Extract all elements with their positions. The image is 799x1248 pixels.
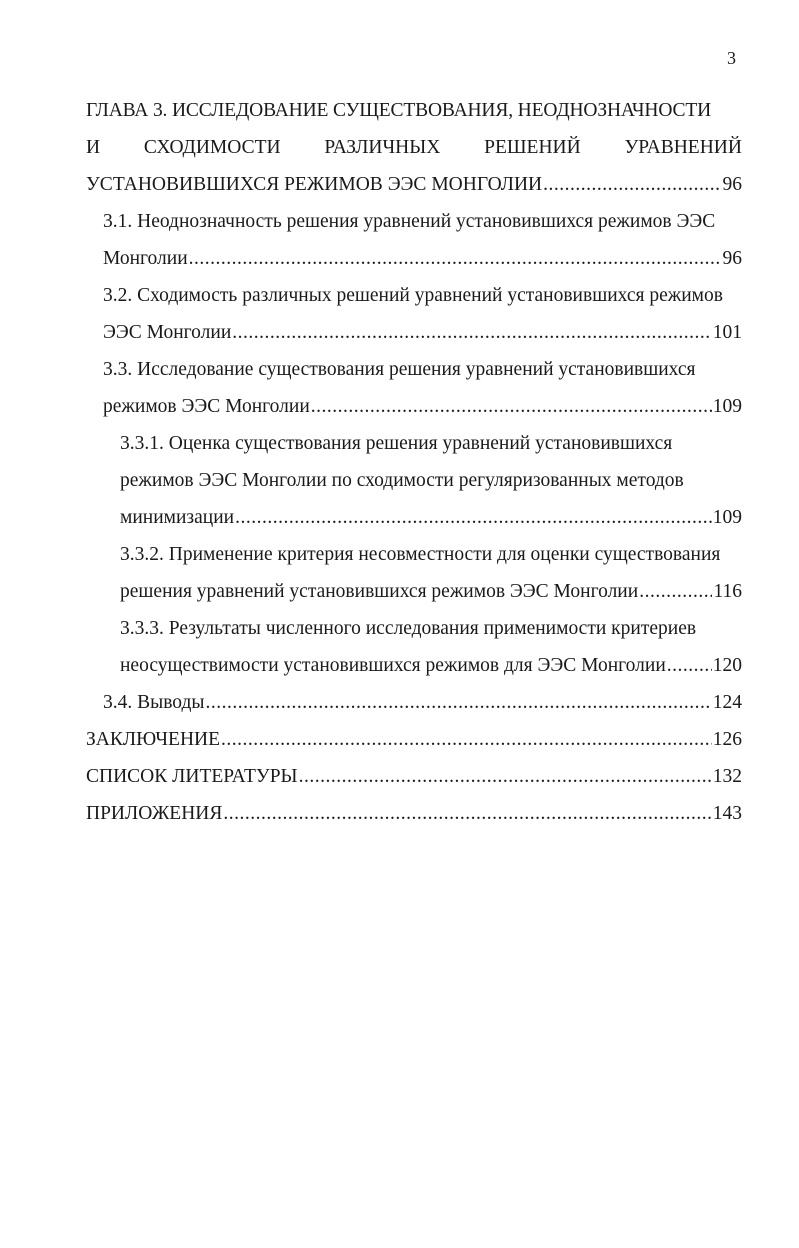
toc-chapter3-title-line3: УСТАНОВИВШИХСЯ РЕЖИМОВ ЭЭС МОНГОЛИИ: [86, 174, 543, 195]
toc-appendices-leader-row: [86, 795, 742, 832]
toc-chapter3-page: 96: [722, 174, 742, 195]
page-number: 3: [727, 48, 736, 68]
toc-3-3-1-title-line2: режимов ЭЭС Монголии по сходимости регуляризованных методов: [120, 470, 684, 491]
toc-chapter3-title-line1: ГЛАВА 3. ИССЛЕДОВАНИЕ СУЩЕСТВОВАНИЯ, НЕОДНОЗНАЧНОСТИ: [86, 100, 712, 121]
toc-3-3-page: 109: [712, 396, 742, 417]
toc-entry-3-3-3[interactable]: [0, 647, 799, 684]
table-of-contents: [0, 92, 799, 832]
toc-3-3-line1: [0, 351, 799, 388]
dot-leader: [206, 684, 712, 721]
toc-entry-chapter3[interactable]: [0, 166, 799, 203]
toc-3-3-1-line2: [0, 462, 799, 499]
toc-3-4-title: 3.4. Выводы: [103, 692, 205, 713]
dot-leader: [235, 499, 712, 536]
dot-leader: [189, 240, 722, 277]
toc-3-3-1-leader-row: [120, 499, 742, 536]
dot-leader: [543, 166, 721, 203]
dot-leader: [232, 314, 711, 351]
dot-leader: [299, 758, 712, 795]
toc-conclusion-title: ЗАКЛЮЧЕНИЕ: [86, 729, 221, 750]
toc-entry-references[interactable]: [0, 758, 799, 795]
toc-3-3-1-title-line1: 3.3.1. Оценка существования решения уравнений установившихся: [120, 433, 673, 454]
toc-conclusion-page: 126: [712, 729, 742, 750]
toc-3-3-2-title-line2: решения уравнений установившихся режимов ЭЭС Монголии: [120, 581, 639, 602]
toc-3-3-3-leader-row: [120, 647, 742, 684]
toc-3-4-leader-row: [103, 684, 742, 721]
toc-3-3-title-line2: режимов ЭЭС Монголии: [103, 396, 310, 417]
dot-leader: [221, 721, 712, 758]
toc-entry-3-1[interactable]: [0, 240, 799, 277]
toc-chapter3-line2: [0, 129, 799, 166]
toc-chapter3-word: РЕШЕНИЙ: [484, 137, 581, 158]
toc-3-3-2-page: 116: [713, 581, 742, 602]
toc-3-3-1-title-line3: минимизации: [120, 507, 235, 528]
toc-3-1-line1: [0, 203, 799, 240]
toc-3-2-title-line1: 3.2. Сходимость различных решений уравнений установившихся режимов: [103, 285, 723, 306]
toc-chapter3-title-line2: [86, 129, 742, 166]
toc-3-3-3-title-line1: 3.3.3. Результаты численного исследования применимости критериев: [120, 618, 697, 639]
toc-references-title: СПИСОК ЛИТЕРАТУРЫ: [86, 766, 298, 787]
toc-entry-3-3[interactable]: [0, 388, 799, 425]
toc-3-3-1-line1: [0, 425, 799, 462]
toc-conclusion-leader-row: [86, 721, 742, 758]
toc-chapter3-word: И: [86, 137, 101, 158]
toc-3-1-title-line2: Монголии: [103, 248, 188, 269]
toc-appendices-title: ПРИЛОЖЕНИЯ: [86, 803, 223, 824]
toc-3-3-1-page: 109: [712, 507, 742, 528]
toc-entry-3-3-1[interactable]: [0, 499, 799, 536]
toc-chapter3-word: СХОДИМОСТИ: [143, 137, 281, 158]
toc-references-page: 132: [712, 766, 742, 787]
toc-3-1-page: 96: [722, 248, 742, 269]
toc-entry-3-2[interactable]: [0, 314, 799, 351]
toc-3-1-title-line1: 3.1. Неоднозначность решения уравнений установившихся режимов ЭЭС: [103, 211, 716, 232]
toc-3-3-2-leader-row: [120, 573, 742, 610]
toc-3-2-page: 101: [712, 322, 742, 343]
toc-3-2-line1: [0, 277, 799, 314]
toc-3-3-3-title-line2: неосуществимости установившихся режимов для ЭЭС Монголии: [120, 655, 666, 676]
toc-appendices-page: 143: [712, 803, 742, 824]
dot-leader: [639, 573, 712, 610]
toc-3-4-page: 124: [712, 692, 742, 713]
toc-3-3-leader-row: [103, 388, 742, 425]
toc-entry-3-3-2[interactable]: [0, 573, 799, 610]
toc-3-3-3-page: 120: [712, 655, 742, 676]
toc-3-3-2-title-line1: 3.3.2. Применение критерия несовместности для оценки существования: [120, 544, 721, 565]
toc-3-2-title-line2: ЭЭС Монголии: [103, 322, 232, 343]
toc-chapter3-leader-row: [86, 166, 742, 203]
toc-entry-conclusion[interactable]: [0, 721, 799, 758]
dot-leader: [311, 388, 712, 425]
toc-chapter3-word: РАЗЛИЧНЫХ: [324, 137, 441, 158]
toc-3-3-2-line1: [0, 536, 799, 573]
toc-3-3-3-line1: [0, 610, 799, 647]
toc-3-1-leader-row: [103, 240, 742, 277]
dot-leader: [223, 795, 711, 832]
toc-3-2-leader-row: [103, 314, 742, 351]
toc-entry-appendices[interactable]: [0, 795, 799, 832]
dot-leader: [667, 647, 712, 684]
toc-entry-3-4[interactable]: [0, 684, 799, 721]
toc-chapter3-word: УРАВНЕНИЙ: [624, 137, 742, 158]
toc-chapter3-line1: [0, 92, 799, 129]
toc-3-3-title-line1: 3.3. Исследование существования решения уравнений установившихся: [103, 359, 696, 380]
toc-references-leader-row: [86, 758, 742, 795]
